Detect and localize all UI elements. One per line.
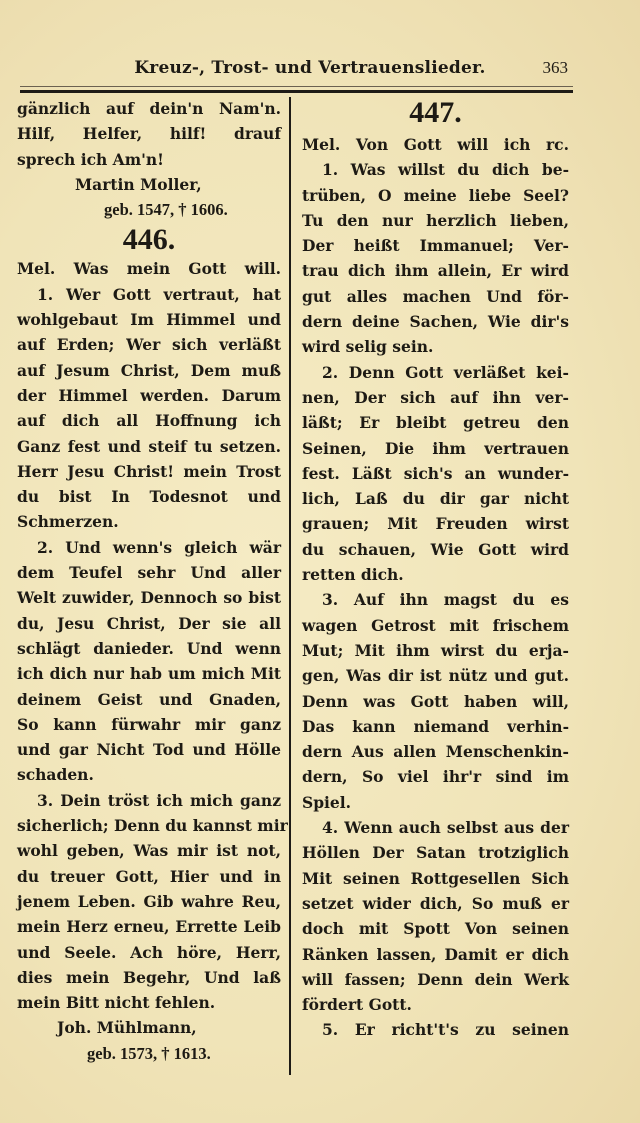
verse [17,282,281,535]
left-column [17,96,288,1066]
verse-line: auf dich all Hoffnung ich [17,411,281,431]
verse-line: Das kann niemand verhin- [302,716,569,736]
verse-line: Höllen Der Satan trotziglich [302,843,569,863]
text-line: sprech ich Am'n! [17,149,164,169]
verse-line: will fassen; Denn dein Werk [302,969,569,989]
verse-line: So kann fürwahr mir ganz [17,714,281,734]
verse-line: schaden. [17,765,94,785]
verse-line: Mit seinen Rottgesellen Sich [302,868,569,888]
verse-line: Schmerzen. [17,512,119,532]
author-name: Martin Moller, [75,174,202,194]
hymn-number: 447. [409,96,462,129]
verse-line: dem Teufel sehr Und aller [17,563,281,583]
verse-line: sicherlich; Denn du kannst mir [17,816,288,836]
verse-line: dern Aus allen Menschenkin- [302,742,569,762]
text-line: Hilf, Helfer, hilf! drauf [17,124,281,144]
verse-line: du schauen, Wie Gott wird [302,539,569,559]
page-number: 363 [542,58,568,77]
verse-line: Spiel. [302,792,352,812]
verse-line: Seinen, Die ihm vertrauen [302,438,569,458]
verse-line: mein Herz erneu, Errette Leib [17,917,281,937]
verse-line: Welt zuwider, Dennoch so bist [17,588,281,608]
verse-line: wagen Getrost mit frischem [302,615,569,635]
verse-line: trau dich ihm allein, Er wird [302,261,569,281]
verse-line: 5. Er richt't's zu seinen [322,1020,569,1040]
verse-line: 1. Was willst du dich be- [322,160,569,180]
verse [302,587,569,815]
verse-line: 2. Denn Gott verläßet kei- [322,362,569,382]
verse-line: wohlgebaut Im Himmel und [17,310,281,330]
verse-line: auf Jesum Christ, Dem muß [17,360,281,380]
verse-line: gen, Was dir ist nütz und gut. [302,666,569,686]
author-dates: geb. 1547, † 1606. [104,200,228,220]
verse-line: gut alles machen Und för- [302,286,569,306]
verse-line: und Seele. Ach höre, Herr, [17,942,281,962]
verse-line: 2. Und wenn's gleich wär [37,537,281,557]
running-head [18,58,574,82]
author-name: Joh. Mühlmann, [57,1018,197,1038]
running-title: Kreuz-, Trost- und Vertrauenslieder. [134,58,486,78]
verse-line: wohl geben, Was mir ist not, [17,841,281,861]
verse-line: wird selig sein. [302,337,434,357]
verse-line: lich, Laß du dir gar nicht [302,489,569,509]
verse-line: ich dich nur hab um mich Mit [17,664,281,684]
verse-line: jenem Leben. Gib wahre Reu, [17,891,281,911]
verse-line: setzet wider dich, So muß er [302,893,569,913]
verse-line: Ränken lassen, Damit er dich [302,944,569,964]
verse-line: läßt; Er bleibt getreu den [302,413,569,433]
verse-line: 4. Wenn auch selbst aus der [322,818,569,838]
verse-line: deinem Geist und Gnaden, [17,689,281,709]
verse-line: trüben, O meine liebe Seel? [302,185,569,205]
verse-line: du treuer Gott, Hier und in [17,866,281,886]
verse [17,535,281,788]
verse-line: der Himmel werden. Darum [17,385,281,405]
verse-line: Der heißt Immanuel; Ver- [302,236,569,256]
verse-line: dern deine Sachen, Wie dir's [302,312,569,332]
verse [302,360,569,588]
verse-line: Mut; Mit ihm wirst du erja- [302,640,569,660]
verse-line: 3. Auf ihn magst du es [322,590,569,610]
header-rule-thick [20,90,573,93]
verse-line: fest. Läßt sich's an wunder- [302,463,569,483]
verse-line: Ganz fest und steif tu setzen. [17,436,281,456]
verse [302,157,569,359]
column-divider [289,97,291,1075]
verse-line: 3. Dein tröst ich mich ganz [37,790,281,810]
verse-line: retten dich. [302,565,404,585]
verse-line: Tu den nur herzlich lieben, [302,210,569,230]
verse-line: fördert Gott. [302,995,412,1015]
melody-line: Mel. Von Gott will ich rc. [302,135,569,154]
verse-line: 1. Wer Gott vertraut, hat [37,284,281,304]
hymn-number: 446. [122,223,176,257]
verse-line: grauen; Mit Freuden wirst [302,514,569,534]
right-column [302,96,569,1043]
verse [302,1017,569,1042]
verse-line: Denn was Gott haben will, [302,691,569,711]
verse-line: auf Erden; Wer sich verläßt [17,335,281,355]
verse-line: mein Bitt nicht fehlen. [17,993,216,1013]
verse-line: doch mit Spott Von seinen [302,919,569,939]
verse-line: du bist In Todesnot und [17,487,281,507]
verse [17,788,288,1016]
melody-line: Mel. Was mein Gott will. [17,259,281,279]
verse-line: nen, Der sich auf ihn ver- [302,387,569,407]
verse-line: du, Jesu Christ, Der sie all [17,613,281,633]
verse-line: Herr Jesu Christ! mein Trost [17,461,281,481]
verse-line: und gar Nicht Tod und Hölle [17,740,281,760]
text-line: gänzlich auf dein'n Nam'n. [17,99,281,118]
author-dates: geb. 1573, † 1613. [87,1043,211,1063]
verse-line: schlägt danieder. Und wenn [17,638,281,658]
verse-line: dern, So viel ihr'r sind im [302,767,569,787]
verse-line: dies mein Begehr, Und laß [17,967,281,987]
header-rule-thin [20,86,573,87]
verse [302,815,569,1017]
